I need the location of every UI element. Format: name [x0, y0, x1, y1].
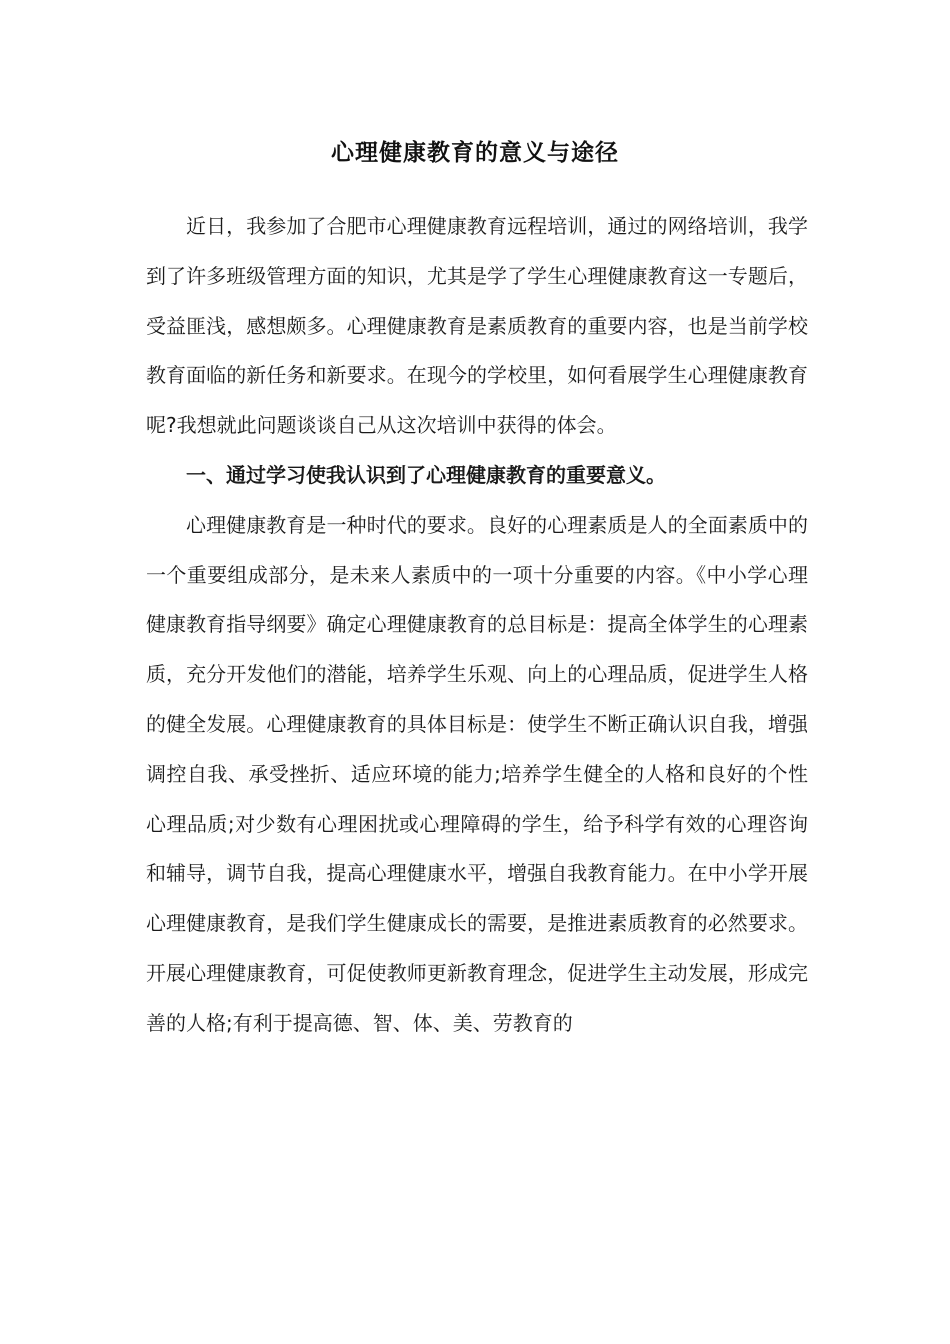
document-title: 心理健康教育的意义与途径 — [331, 139, 619, 166]
document-body — [146, 202, 808, 1049]
section-heading-1: 一、通过学习使我认识到了心理健康教育的重要意义。 — [186, 462, 666, 487]
intro-paragraph: 近日，我参加了合肥市心理健康教育远程培训，通过的网络培训，我学到了许多班级管理方面的知识，尤其是学了学生心理健康教育这一专题后，受益匪浅，感想颇多。心理健康教育是素质教育的重要内容，也是当前学校教育面临的新任务和新要求。在现今的学校里，如何看展学生心理健康教育呢?我想就此问题谈谈自己从这次培训中获得的体会。 — [146, 214, 808, 438]
section-1-paragraph: 心理健康教育是一种时代的要求。良好的心理素质是人的全面素质中的一个重要组成部分，是未来人素质中的一项十分重要的内容。《中小学心理健康教育指导纲要》确定心理健康教育的总目标是：提高全体学生的心理素质，充分开发他们的潜能，培养学生乐观、向上的心理品质，促进学生人格的健全发展。心理健康教育的具体目标是：使学生不断正确认识自我，增强调控自我、承受挫折、适应环境的能力;培养学生健全的人格和良好的个性心理品质;对少数有心理困扰或心理障碍的学生，给予科学有效的心理咨询和辅导，调节自我，提高心理健康水平，增强自我教育能力。在中小学开展心理健康教育，是我们学生健康成长的需要，是推进素质教育的必然要求。开展心理健康教育，可促使教师更新教育理念，促进学生主动发展，形成完善的人格;有利于提高德、智、体、美、劳教育的 — [146, 512, 808, 1035]
